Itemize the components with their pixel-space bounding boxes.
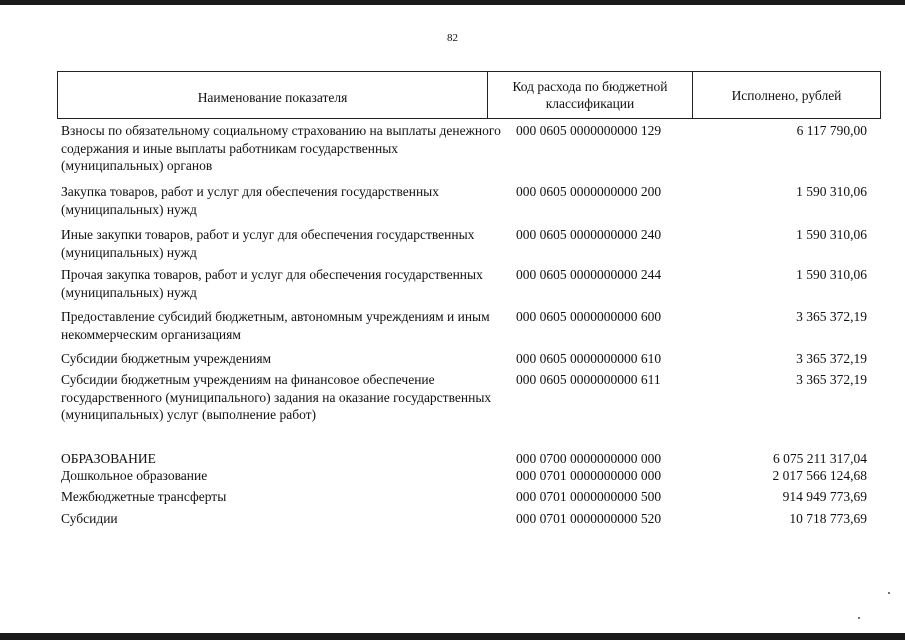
- row-code: 000 0701 0000000000 000: [516, 468, 662, 483]
- row-code: 000 0701 0000000000 520: [516, 511, 662, 526]
- row-code: 000 0605 0000000000 610: [516, 351, 662, 366]
- header-code-column: Код расхода по бюджетной классификации: [488, 72, 693, 118]
- row-name: Субсидии бюджетным учреждениям на финансовое обеспечение государственного (муниципального) задания на оказание государственных (муниципальных) услуг (выполнение работ): [61, 372, 492, 422]
- header-amount-column: Исполнено, рублей: [731, 87, 842, 103]
- row-code: 000 0605 0000000000 611: [516, 372, 661, 387]
- row-name: ОБРАЗОВАНИЕ: [61, 451, 156, 466]
- row-amount: 1 590 310,06: [796, 184, 867, 199]
- row-code: 000 0605 0000000000 600: [516, 309, 662, 324]
- row-amount: 6 117 790,00: [796, 123, 867, 138]
- row-name: Дошкольное образование: [61, 468, 208, 483]
- row-name: Субсидии бюджетным учреждениям: [61, 351, 272, 366]
- row-code: 000 0605 0000000000 240: [516, 227, 662, 242]
- scan-speck: [888, 592, 890, 594]
- row-code: 000 0605 0000000000 200: [516, 184, 662, 199]
- row-amount: 10 718 773,69: [789, 511, 867, 526]
- scan-border-bottom: [0, 633, 905, 640]
- row-amount: 914 949 773,69: [782, 489, 867, 504]
- row-code: 000 0605 0000000000 244: [516, 267, 662, 282]
- row-amount: 3 365 372,19: [796, 372, 867, 387]
- row-amount: 2 017 566 124,68: [772, 468, 867, 483]
- row-name: Взносы по обязательному социальному страхованию на выплаты денежного содержания и иные выплаты работникам государственных (муниципальных) органов: [61, 123, 501, 173]
- row-name: Субсидии: [61, 511, 118, 526]
- page-number: 82: [447, 32, 458, 44]
- row-code: 000 0700 0000000000 000: [516, 451, 662, 466]
- row-name: Межбюджетные трансферты: [61, 489, 227, 504]
- row-name: Закупка товаров, работ и услуг для обеспечения государственных (муниципальных) нужд: [61, 184, 440, 217]
- header-name-column: Наименование показателя: [58, 72, 488, 118]
- row-amount: 1 590 310,06: [796, 227, 867, 242]
- row-amount: 3 365 372,19: [796, 351, 867, 366]
- row-code: 000 0701 0000000000 500: [516, 489, 662, 504]
- row-amount: 3 365 372,19: [796, 309, 867, 324]
- row-name: Иные закупки товаров, работ и услуг для обеспечения государственных (муниципальных) нужд: [61, 227, 475, 260]
- row-code: 000 0605 0000000000 129: [516, 123, 662, 138]
- scan-speck: [858, 617, 860, 619]
- row-amount: 6 075 211 317,04: [773, 451, 867, 466]
- row-name: Предоставление субсидий бюджетным, автономным учреждениям и иным некоммерческим организациям: [61, 309, 490, 342]
- row-name: Прочая закупка товаров, работ и услуг для обеспечения государственных (муниципальных) нужд: [61, 267, 483, 300]
- row-amount: 1 590 310,06: [796, 267, 867, 282]
